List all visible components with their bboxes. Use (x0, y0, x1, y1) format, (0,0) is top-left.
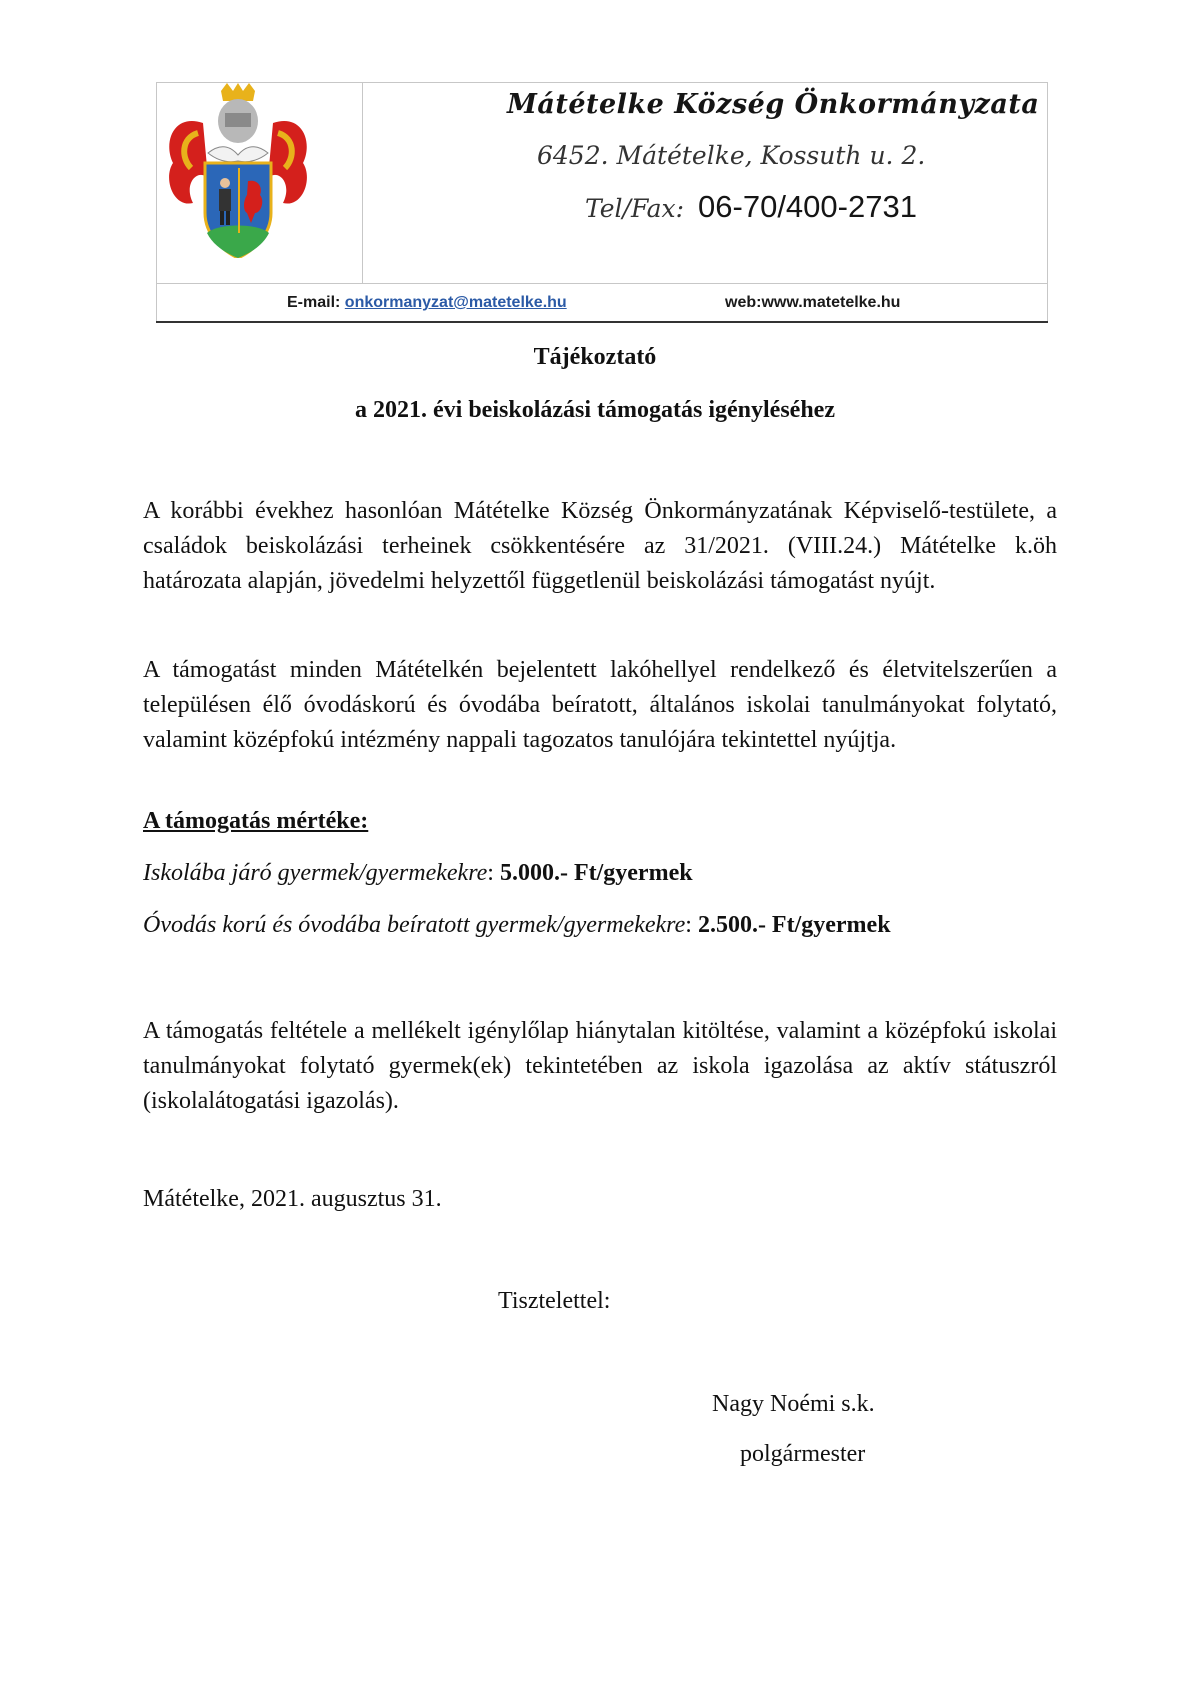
document-title: Tájékoztató (533, 344, 657, 370)
letterhead-web: web:www.matetelke.hu (725, 294, 901, 311)
rate-line-kindergarten: Óvodás korú és óvodába beíratott gyermek/gyermekekre: 2.500.- Ft/gyermek (143, 912, 891, 938)
document-subtitle: a 2021. évi beiskolázási támogatás igényléséhez (355, 397, 835, 423)
letterhead-phone-label: Tel/Fax: (585, 194, 685, 223)
rate-label: Óvodás korú és óvodába beíratott gyermek/gyermekekre (143, 912, 686, 938)
rate-amount: 2.500.- Ft/gyermek (697, 912, 891, 938)
letterhead-divider (157, 283, 1047, 284)
intro-paragraph: A korábbi évekhez hasonlóan Mátételke Község Önkormányzatának Képviselő-testülete, a családok beiskolázási terheinek csökkentésére az 31/2021. (VIII.24.) Mátételke k.öh határozata alapján, jövedelmi helyzettől függetlenül beiskolázási támogatást nyújt. (143, 498, 1057, 594)
signer-name: Nagy Noémi s.k. (712, 1391, 875, 1417)
rate-label: Iskolába járó gyermek/gyermekekre (143, 860, 488, 886)
document-date: Mátételke, 2021. augusztus 31. (143, 1186, 442, 1212)
letterhead-bottom-rule (156, 321, 1048, 323)
signer-title: polgármester (740, 1441, 866, 1467)
eligibility-paragraph: A támogatást minden Mátételkén bejelentett lakóhellyel rendelkező és életvitelszerűen a településen élő óvodáskorú és óvodába beíratott, általános iskolai tanulmányokat folytató, valamint középfokú intézmény nappali tagozatos tanulójára tekintettel nyújtja. (143, 657, 1057, 753)
support-amount-heading: A támogatás mértéke: (143, 808, 369, 834)
letterhead-address: 6452. Mátételke, Kossuth u. 2. (537, 141, 926, 170)
rate-amount: 5.000.- Ft/gyermek (499, 860, 693, 886)
crest-box (157, 83, 363, 283)
letterhead (156, 82, 1048, 322)
letterhead-phone-row (585, 189, 917, 225)
letterhead-organization-name: Mátételke Község Önkormányzata (507, 89, 1040, 120)
closing-salutation: Tisztelettel: (498, 1288, 611, 1314)
condition-paragraph: A támogatás feltétele a mellékelt igénylőlap hiánytalan kitöltése, valamint a középfokú iskolai tanulmányokat folytató gyermek(ek) tekintetében az iskola igazolása az aktív státuszról (iskolalátogatási igazolás). (143, 1018, 1057, 1114)
coat-of-arms-icon (163, 83, 313, 258)
letterhead-email-row (287, 285, 567, 321)
letterhead-phone: 06-70/400-2731 (698, 189, 917, 224)
rate-line-school: Iskolába járó gyermek/gyermekekre: 5.000.- Ft/gyermek (143, 860, 693, 886)
email-link[interactable]: onkormanyzat@matetelke.hu (344, 294, 567, 311)
email-label: E-mail: (287, 294, 341, 311)
